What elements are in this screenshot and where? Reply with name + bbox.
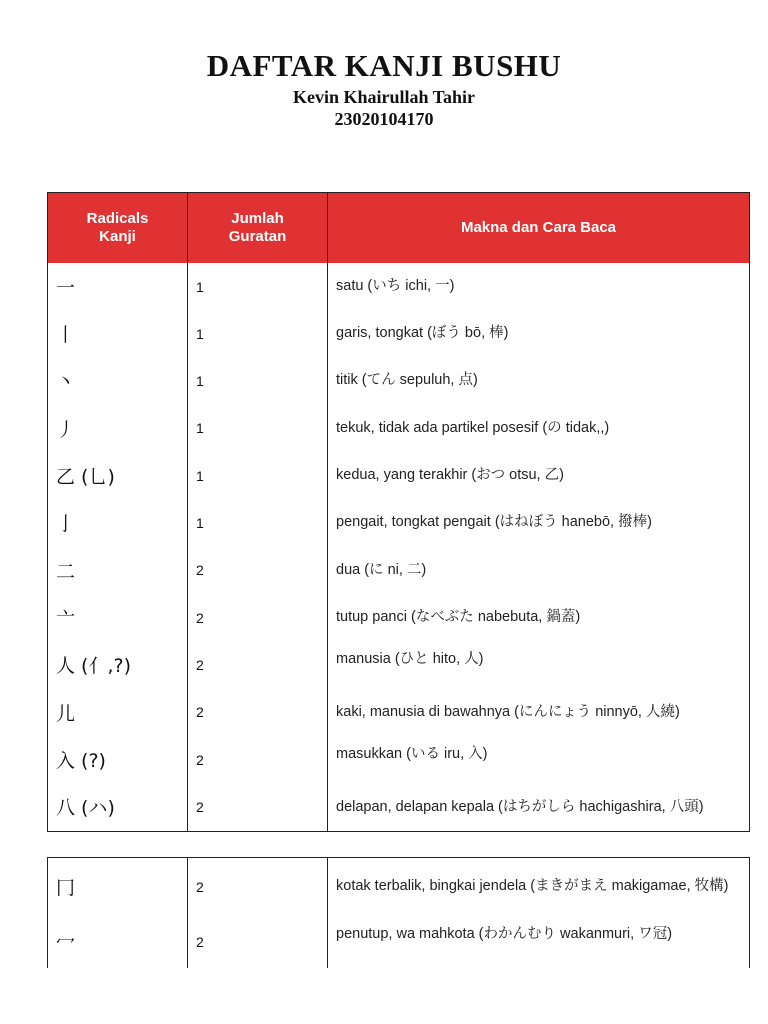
table-row xyxy=(48,736,750,783)
meaning-cell: penutup, wa mahkota (わかんむり wakanmuri, ワ冠) xyxy=(336,925,673,942)
meaning-cell: tutup panci (なべぶた nabebuta, 鍋蓋) xyxy=(336,609,581,625)
meaning-cell: pengait, tongkat pengait (はねぼう hanebō, 撥棒) xyxy=(336,514,652,530)
stroke-count-cell: 2 xyxy=(188,736,328,783)
meaning-cell: titik (てん sepuluh, 点) xyxy=(336,372,478,388)
meaning-cell: delapan, delapan kepala (はちがしら hachigashira, 八頭) xyxy=(336,799,704,816)
stroke-count-cell: 1 xyxy=(188,310,328,357)
radical-cell: 一 xyxy=(48,263,188,310)
table-row xyxy=(48,263,750,310)
stroke-count-cell: 2 xyxy=(188,688,328,736)
table-row xyxy=(48,404,750,452)
column-header-strokes: Jumlah Guratan xyxy=(188,193,328,264)
meaning-cell: kaki, manusia di bawahnya (にんにょう ninnyō, 人繞) xyxy=(336,703,680,720)
table-body xyxy=(48,263,750,831)
table-row xyxy=(48,499,750,546)
radical-cell: 八 (ハ) xyxy=(48,783,188,831)
kanji-radicals-table xyxy=(47,192,750,832)
radical-cell: 冖 xyxy=(48,916,188,968)
radical-cell: 儿 xyxy=(48,688,188,736)
table-row xyxy=(48,357,750,404)
stroke-count-cell: 2 xyxy=(188,858,328,916)
meaning-cell: satu (いち ichi, 一) xyxy=(336,278,455,294)
radical-cell: 亅 xyxy=(48,499,188,546)
document-header xyxy=(0,48,768,130)
table-header xyxy=(48,193,750,264)
stroke-count-cell: 2 xyxy=(188,783,328,831)
stroke-count-cell: 2 xyxy=(188,546,328,594)
kanji-radicals-table-continued xyxy=(47,857,750,968)
table-row xyxy=(48,783,750,831)
column-header-meaning: Makna dan Cara Baca xyxy=(328,193,750,264)
meaning-cell: kedua, yang terakhir (おつ otsu, 乙) xyxy=(336,467,564,483)
stroke-count-cell: 1 xyxy=(188,404,328,452)
stroke-count-cell: 1 xyxy=(188,357,328,404)
stroke-count-cell: 1 xyxy=(188,499,328,546)
radical-cell: 丶 xyxy=(48,357,188,404)
radical-cell: 丿 xyxy=(48,404,188,452)
table-row xyxy=(48,594,750,641)
table-row xyxy=(48,546,750,594)
column-header-radicals: Radicals Kanji xyxy=(48,193,188,264)
author-name: Kevin Khairullah Tahir xyxy=(292,87,476,107)
meaning-cell: manusia (ひと hito, 人) xyxy=(336,651,484,667)
table-row xyxy=(48,916,750,968)
student-id: 23020104170 xyxy=(334,109,434,129)
stroke-count-cell: 2 xyxy=(188,916,328,968)
stroke-count-cell: 1 xyxy=(188,452,328,499)
radical-cell: 亠 xyxy=(48,594,188,641)
table-row xyxy=(48,641,750,688)
radical-cell: 入 (?) xyxy=(48,736,188,783)
radical-cell: 二 xyxy=(48,546,188,594)
meaning-cell: masukkan (いる iru, 入) xyxy=(336,746,488,762)
radical-cell: 冂 xyxy=(48,858,188,916)
table-body-continued xyxy=(48,858,750,968)
table-row xyxy=(48,858,750,916)
table-row xyxy=(48,688,750,736)
meaning-cell: garis, tongkat (ぼう bō, 棒) xyxy=(336,325,509,341)
meaning-cell: tekuk, tidak ada partikel posesif (の tidak,,) xyxy=(336,419,610,436)
table-row xyxy=(48,310,750,357)
radical-cell: 乙 (乚) xyxy=(48,452,188,499)
stroke-count-cell: 2 xyxy=(188,594,328,641)
radical-cell: 人 (亻,?) xyxy=(48,641,188,688)
meaning-cell: kotak terbalik, bingkai jendela (まきがまえ makigamae, 牧構) xyxy=(336,878,729,895)
stroke-count-cell: 2 xyxy=(188,641,328,688)
meaning-cell: dua (に ni, 二) xyxy=(336,561,427,578)
table-row xyxy=(48,452,750,499)
stroke-count-cell: 1 xyxy=(188,263,328,310)
document-title: DAFTAR KANJI BUSHU xyxy=(206,48,562,83)
radical-cell: 丨 xyxy=(48,310,188,357)
